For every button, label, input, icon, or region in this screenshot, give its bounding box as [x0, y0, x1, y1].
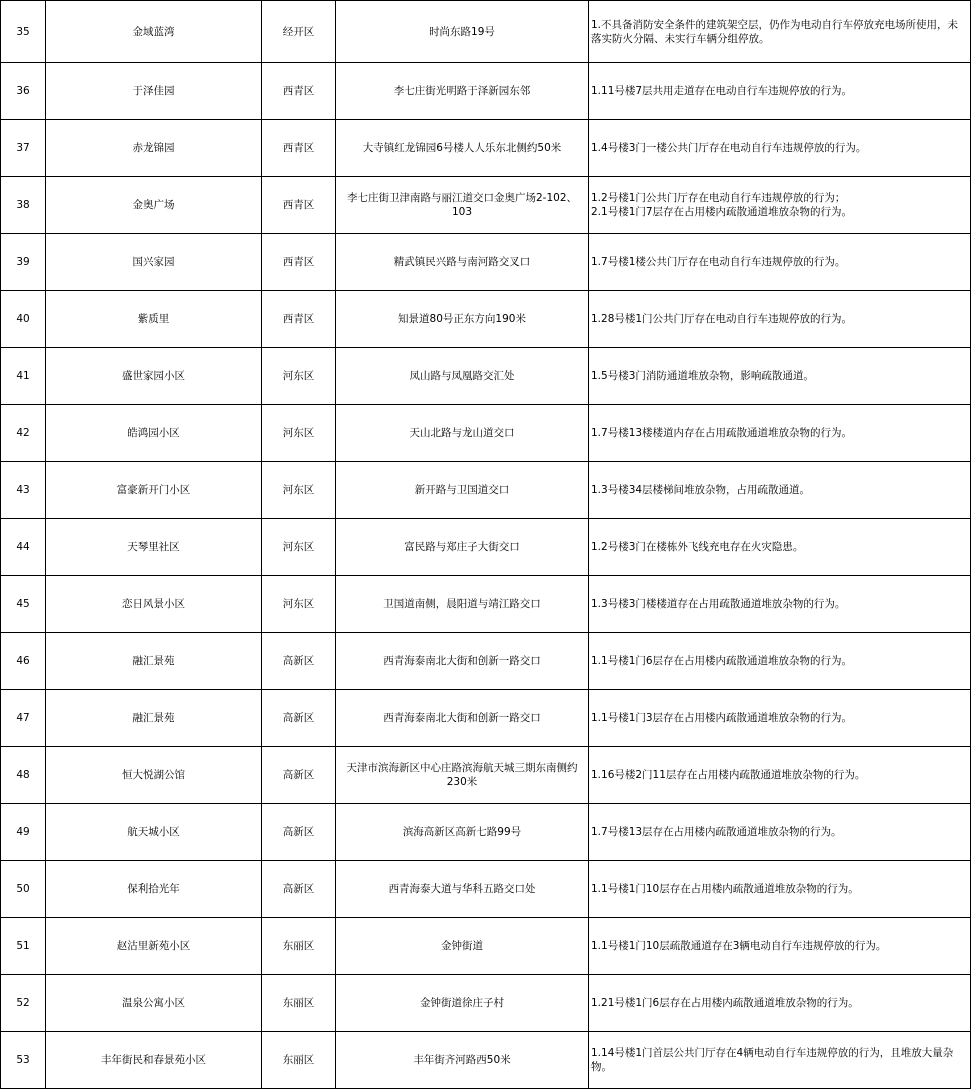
address-cell: 新开路与卫国道交口 — [336, 462, 589, 519]
row-number-cell: 49 — [1, 804, 46, 861]
address-cell: 天津市滨海新区中心庄路滨海航天城三期东南侧约230米 — [336, 747, 589, 804]
district-cell: 西青区 — [262, 63, 336, 120]
community-name-cell: 皓鸿园小区 — [46, 405, 262, 462]
district-cell: 经开区 — [262, 1, 336, 63]
table-row — [1, 975, 971, 1032]
community-name-cell: 天琴里社区 — [46, 519, 262, 576]
row-number-cell: 43 — [1, 462, 46, 519]
issue-description-cell: 1.16号楼2门11层存在占用楼内疏散通道堆放杂物的行为。 — [589, 747, 971, 804]
community-name-cell: 国兴家园 — [46, 234, 262, 291]
row-number-cell: 35 — [1, 1, 46, 63]
address-cell: 精武镇民兴路与南河路交叉口 — [336, 234, 589, 291]
district-cell: 河东区 — [262, 348, 336, 405]
table-row — [1, 120, 971, 177]
district-cell: 河东区 — [262, 576, 336, 633]
row-number-cell: 47 — [1, 690, 46, 747]
row-number-cell: 41 — [1, 348, 46, 405]
address-cell: 丰年街齐河路西50米 — [336, 1032, 589, 1089]
district-cell: 东丽区 — [262, 918, 336, 975]
table-row — [1, 348, 971, 405]
issue-description-cell: 1.1号楼1门3层存在占用楼内疏散通道堆放杂物的行为。 — [589, 690, 971, 747]
district-cell: 河东区 — [262, 462, 336, 519]
address-cell: 金钟街道徐庄子村 — [336, 975, 589, 1032]
row-number-cell: 50 — [1, 861, 46, 918]
issue-description-cell: 1.2号楼1门公共门厅存在电动自行车违规停放的行为； 2.1号楼1门7层存在占用楼内疏散通道堆放杂物的行为。 — [589, 177, 971, 234]
table-row — [1, 747, 971, 804]
table-row — [1, 291, 971, 348]
district-cell: 高新区 — [262, 861, 336, 918]
row-number-cell: 40 — [1, 291, 46, 348]
community-name-cell: 于泽佳园 — [46, 63, 262, 120]
address-cell: 时尚东路19号 — [336, 1, 589, 63]
row-number-cell: 37 — [1, 120, 46, 177]
community-name-cell: 盛世家园小区 — [46, 348, 262, 405]
row-number-cell: 39 — [1, 234, 46, 291]
table-row — [1, 177, 971, 234]
district-cell: 东丽区 — [262, 975, 336, 1032]
table-body — [1, 1, 971, 1089]
address-cell: 知景道80号正东方向190米 — [336, 291, 589, 348]
district-cell: 高新区 — [262, 633, 336, 690]
issue-description-cell: 1.1号楼1门6层存在占用楼内疏散通道堆放杂物的行为。 — [589, 633, 971, 690]
district-cell: 高新区 — [262, 690, 336, 747]
row-number-cell: 53 — [1, 1032, 46, 1089]
issue-description-cell: 1.7号楼13楼楼道内存在占用疏散通道堆放杂物的行为。 — [589, 405, 971, 462]
row-number-cell: 44 — [1, 519, 46, 576]
address-cell: 富民路与郑庄子大街交口 — [336, 519, 589, 576]
community-name-cell: 保利拾光年 — [46, 861, 262, 918]
row-number-cell: 38 — [1, 177, 46, 234]
table-row — [1, 519, 971, 576]
row-number-cell: 42 — [1, 405, 46, 462]
issue-description-cell: 1.1号楼1门10层存在占用楼内疏散通道堆放杂物的行为。 — [589, 861, 971, 918]
community-name-cell: 温泉公寓小区 — [46, 975, 262, 1032]
address-cell: 大寺镇红龙锦园6号楼人人乐东北侧约50米 — [336, 120, 589, 177]
address-cell: 凤山路与凤凰路交汇处 — [336, 348, 589, 405]
table-row — [1, 918, 971, 975]
row-number-cell: 52 — [1, 975, 46, 1032]
issue-description-cell: 1.不具备消防安全条件的建筑架空层，仍作为电动自行车停放充电场所使用，未落实防火分隔、未实行车辆分组停放。 — [589, 1, 971, 63]
row-number-cell: 45 — [1, 576, 46, 633]
address-cell: 西青海泰南北大街和创新一路交口 — [336, 690, 589, 747]
issue-description-cell: 1.7号楼13层存在占用楼内疏散通道堆放杂物的行为。 — [589, 804, 971, 861]
row-number-cell: 48 — [1, 747, 46, 804]
district-cell: 高新区 — [262, 747, 336, 804]
table-row — [1, 234, 971, 291]
district-cell: 东丽区 — [262, 1032, 336, 1089]
district-cell: 高新区 — [262, 804, 336, 861]
row-number-cell: 51 — [1, 918, 46, 975]
table-row — [1, 63, 971, 120]
issue-description-cell: 1.28号楼1门公共门厅存在电动自行车违规停放的行为。 — [589, 291, 971, 348]
table-row — [1, 1, 971, 63]
issue-description-cell: 1.1号楼1门10层疏散通道存在3辆电动自行车违规停放的行为。 — [589, 918, 971, 975]
issue-description-cell: 1.2号楼3门在楼栋外飞线充电存在火灾隐患。 — [589, 519, 971, 576]
address-cell: 西青海泰大道与华科五路交口处 — [336, 861, 589, 918]
issue-description-cell: 1.21号楼1门6层存在占用楼内疏散通道堆放杂物的行为。 — [589, 975, 971, 1032]
issue-description-cell: 1.3号楼3门楼楼道存在占用疏散通道堆放杂物的行为。 — [589, 576, 971, 633]
issue-description-cell: 1.11号楼7层共用走道存在电动自行车违规停放的行为。 — [589, 63, 971, 120]
address-cell: 天山北路与龙山道交口 — [336, 405, 589, 462]
row-number-cell: 36 — [1, 63, 46, 120]
issue-description-cell: 1.7号楼1楼公共门厅存在电动自行车违规停放的行为。 — [589, 234, 971, 291]
issue-description-cell: 1.4号楼3门一楼公共门厅存在电动自行车违规停放的行为。 — [589, 120, 971, 177]
district-cell: 西青区 — [262, 291, 336, 348]
community-name-cell: 恒大悦湖公馆 — [46, 747, 262, 804]
community-name-cell: 航天城小区 — [46, 804, 262, 861]
table-row — [1, 690, 971, 747]
address-cell: 西青海泰南北大街和创新一路交口 — [336, 633, 589, 690]
table-row — [1, 576, 971, 633]
community-name-cell: 赤龙锦园 — [46, 120, 262, 177]
community-name-cell: 紫质里 — [46, 291, 262, 348]
community-name-cell: 融汇景苑 — [46, 690, 262, 747]
address-cell: 李七庄街光明路于泽新园东邻 — [336, 63, 589, 120]
address-cell: 李七庄街卫津南路与丽江道交口金奥广场2-102、103 — [336, 177, 589, 234]
community-name-cell: 富豪新开门小区 — [46, 462, 262, 519]
table-row — [1, 861, 971, 918]
community-name-cell: 金奥广场 — [46, 177, 262, 234]
district-cell: 河东区 — [262, 519, 336, 576]
issue-description-cell: 1.3号楼34层楼梯间堆放杂物，占用疏散通道。 — [589, 462, 971, 519]
address-cell: 金钟街道 — [336, 918, 589, 975]
district-cell: 西青区 — [262, 234, 336, 291]
table-row — [1, 1032, 971, 1089]
district-cell: 河东区 — [262, 405, 336, 462]
district-cell: 西青区 — [262, 177, 336, 234]
table-row — [1, 405, 971, 462]
district-cell: 西青区 — [262, 120, 336, 177]
community-name-cell: 金域蓝湾 — [46, 1, 262, 63]
issue-description-cell: 1.5号楼3门消防通道堆放杂物，影响疏散通道。 — [589, 348, 971, 405]
table-row — [1, 462, 971, 519]
address-cell: 滨海高新区高新七路99号 — [336, 804, 589, 861]
community-name-cell: 丰年街民和春景苑小区 — [46, 1032, 262, 1089]
table-row — [1, 633, 971, 690]
address-cell: 卫国道南侧，晨阳道与靖江路交口 — [336, 576, 589, 633]
community-name-cell: 融汇景苑 — [46, 633, 262, 690]
community-name-cell: 赵沽里新苑小区 — [46, 918, 262, 975]
row-number-cell: 46 — [1, 633, 46, 690]
table-row — [1, 804, 971, 861]
community-name-cell: 恋日风景小区 — [46, 576, 262, 633]
issue-description-cell: 1.14号楼1门首层公共门厅存在4辆电动自行车违规停放的行为，且堆放大量杂物。 — [589, 1032, 971, 1089]
